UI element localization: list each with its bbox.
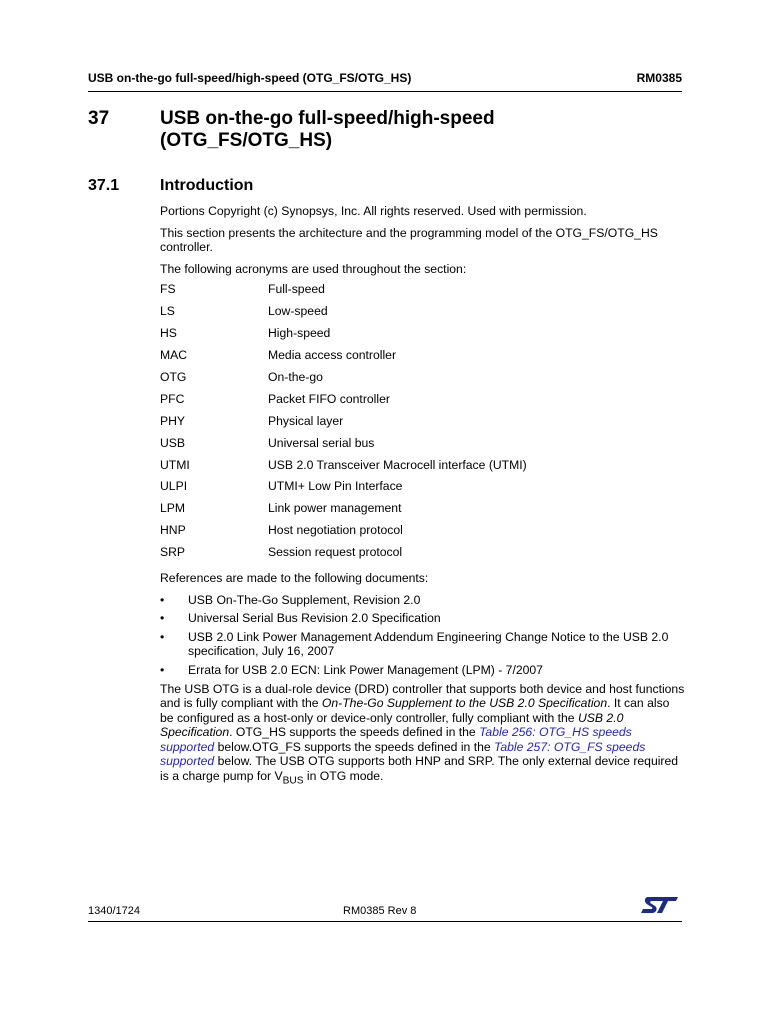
- header-rule: [88, 91, 682, 92]
- acronym-abbr: PFC: [160, 391, 185, 406]
- acronym-row: [160, 523, 527, 545]
- table-257-link[interactable]: Table 257: OTG_FS speeds supported: [160, 739, 646, 769]
- acronym-abbr: LS: [160, 304, 175, 319]
- section-title: Introduction: [160, 177, 254, 194]
- acronym-row: [160, 282, 527, 304]
- acronyms-intro: The following acronyms are used throughout the section:: [160, 261, 467, 276]
- page-number: 1340/1724: [88, 905, 140, 917]
- acronym-row: [160, 458, 527, 480]
- text-run: . It can also be configured as a host-only or device-only controller, fully compliant with the: [160, 696, 670, 725]
- acronym-abbr: OTG: [160, 369, 187, 384]
- acronym-row: [160, 479, 527, 501]
- acronym-table: [160, 282, 527, 567]
- acronym-abbr: SRP: [160, 545, 186, 560]
- acronym-row: [160, 436, 527, 458]
- acronym-abbr: UTMI: [160, 457, 190, 472]
- acronym-row: [160, 348, 527, 370]
- acronym-abbr: FS: [160, 282, 176, 297]
- acronym-meaning: UTMI+ Low Pin Interface: [268, 479, 403, 494]
- otg-supplement-title: On-The-Go Supplement to the USB 2.0 Specification: [321, 696, 608, 711]
- acronym-abbr: USB: [160, 435, 186, 450]
- running-header-doc-id: RM0385: [636, 71, 682, 85]
- acronym-row: [160, 545, 527, 567]
- section-body: [160, 204, 685, 796]
- footer-rule: [88, 921, 682, 922]
- acronym-meaning: Link power management: [268, 501, 402, 516]
- acronym-meaning: Media access controller: [268, 348, 397, 363]
- acronym-meaning: Physical layer: [268, 413, 344, 428]
- reference-item: • Universal Serial Bus Revision 2.0 Specification: [160, 611, 685, 626]
- references-list: [160, 593, 685, 678]
- text-run: below.OTG_FS supports the speeds defined in the: [214, 739, 495, 754]
- acronym-row: [160, 414, 527, 436]
- chapter-title: [160, 108, 660, 152]
- intro-paragraph: This section presents the architecture and the programming model of the OTG_FS/OTG_HS controller.: [160, 225, 658, 255]
- acronym-meaning: Host negotiation protocol: [268, 523, 403, 538]
- acronym-abbr: HNP: [160, 523, 186, 538]
- chapter-number: 37: [88, 108, 110, 129]
- acronym-row: [160, 326, 527, 348]
- text-run: in OTG mode.: [303, 769, 384, 784]
- acronym-row: [160, 370, 527, 392]
- acronym-meaning: Low-speed: [268, 304, 328, 319]
- document-revision: RM0385 Rev 8: [343, 905, 417, 917]
- reference-item: • USB On-The-Go Supplement, Revision 2.0: [160, 593, 685, 608]
- acronym-meaning: Packet FIFO controller: [268, 391, 390, 406]
- acronym-abbr: MAC: [160, 348, 188, 363]
- acronym-meaning: On-the-go: [268, 369, 323, 384]
- vbus-subscript: BUS: [282, 775, 304, 787]
- acronym-meaning: Full-speed: [268, 282, 325, 297]
- acronym-meaning: Universal serial bus: [268, 435, 375, 450]
- acronym-abbr: HS: [160, 326, 177, 341]
- section-number: 37.1: [88, 177, 120, 194]
- copyright-paragraph: Portions Copyright (c) Synopsys, Inc. All rights reserved. Used with permission.: [160, 204, 587, 218]
- acronym-abbr: LPM: [160, 501, 186, 516]
- text-run: below. The USB OTG supports both HNP and SRP. The only external device required is a charge pump for V: [160, 754, 679, 784]
- running-header-title: USB on-the-go full-speed/high-speed (OTG_FS/OTG_HS): [88, 71, 412, 85]
- acronym-abbr: ULPI: [160, 479, 188, 494]
- text-run: . OTG_HS supports the speeds defined in the: [229, 725, 480, 740]
- chapter-title-line2: (OTG_FS/OTG_HS): [160, 130, 333, 151]
- otg-description-paragraph: [160, 682, 685, 790]
- acronym-row: [160, 501, 527, 523]
- text-run: The USB OTG is a dual-role device (DRD) controller that supports both device and host functions and is fully compliant with the: [160, 681, 685, 711]
- acronym-meaning: USB 2.0 Transceiver Macrocell interface (UTMI): [268, 457, 527, 472]
- acronym-row: [160, 304, 527, 326]
- chapter-title-line1: USB on-the-go full-speed/high-speed: [160, 108, 495, 129]
- acronym-meaning: High-speed: [268, 326, 331, 341]
- st-logo-icon: [640, 895, 680, 915]
- reference-item: • USB 2.0 Link Power Management Addendum Engineering Change Notice to the USB 2.0 specification, July 16, 2007: [160, 630, 685, 659]
- reference-item: • Errata for USB 2.0 ECN: Link Power Management (LPM) - 7/2007: [160, 663, 685, 678]
- acronym-abbr: PHY: [160, 413, 186, 428]
- acronym-meaning: Session request protocol: [268, 545, 403, 560]
- table-256-link[interactable]: Table 256: OTG_HS speeds supported: [160, 725, 632, 754]
- usb-spec-title: USB 2.0 Specification: [160, 710, 624, 740]
- references-intro: References are made to the following documents:: [160, 570, 429, 585]
- acronym-row: [160, 392, 527, 414]
